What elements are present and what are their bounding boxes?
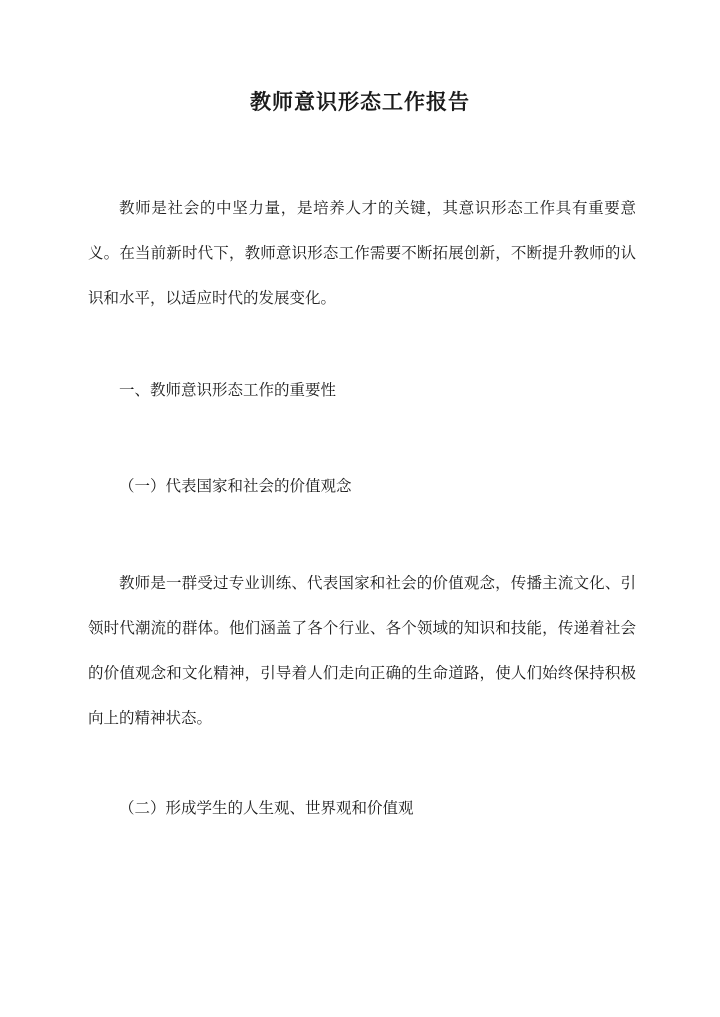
- intro-paragraph: 教师是社会的中坚力量，是培养人才的关键，其意识形态工作具有重要意义。在当前新时代下，教师意识形态工作需要不断拓展创新，不断提升教师的认识和水平，以适应时代的发展变化。: [88, 199, 636, 307]
- subsection-heading-1: （一）代表国家和社会的价值观念: [119, 477, 352, 495]
- subsection-1-paragraph: 教师是一群受过专业训练、代表国家和社会的价值观念，传播主流文化、引领时代潮流的群体。他们涵盖了各个行业、各个领域的知识和技能，传递着社会的价值观念和文化精神，引导着人们走向正确的生命道路，使人们始终保持积极向上的精神状态。: [88, 574, 636, 727]
- subsection-heading-2: （二）形成学生的人生观、世界观和价值观: [119, 799, 414, 817]
- document-title: 教师意识形态工作报告: [250, 89, 470, 114]
- section-heading-1: 一、教师意识形态工作的重要性: [119, 381, 337, 399]
